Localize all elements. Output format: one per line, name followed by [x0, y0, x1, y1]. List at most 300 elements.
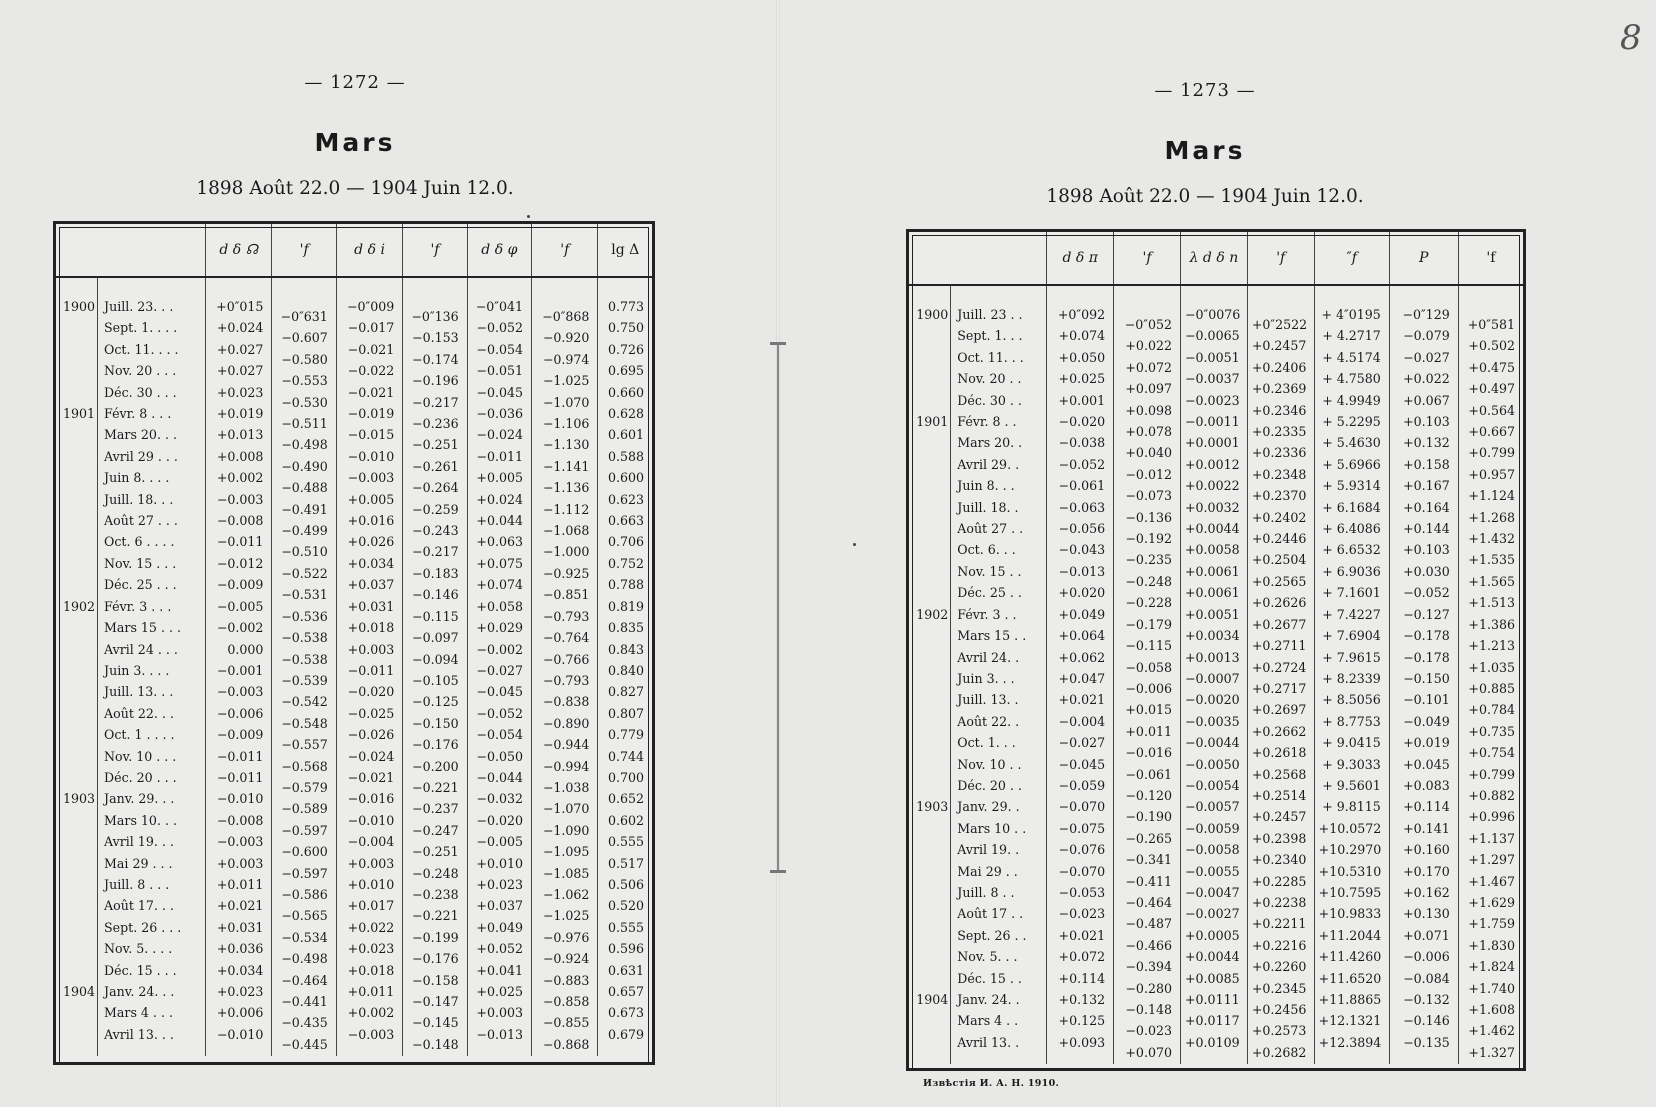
value-cell: +0.062 [1047, 647, 1114, 668]
interpolation-value: −0.176 [412, 737, 459, 753]
value-cell: −0.011 [336, 660, 402, 681]
table-row [909, 903, 1523, 924]
interpolation-value: +0.2211 [1251, 916, 1307, 932]
value-cell: +0.052 [467, 938, 531, 959]
year-cell [56, 446, 98, 467]
value-cell: −0.054 [467, 724, 531, 745]
value-cell: +0.093 [1047, 1032, 1114, 1064]
interpolation-value: +1.535 [1468, 552, 1515, 568]
year-cell [909, 368, 951, 389]
value-cell: −0.024 [467, 424, 531, 445]
value-cell: 0.673 [607, 1005, 644, 1021]
value-cell: +0.003 [206, 853, 272, 874]
value-cell: −0.005 [206, 596, 272, 617]
interpolation-value: −1.025 [542, 373, 590, 389]
value-cell: −0.045 [1047, 754, 1114, 775]
year-cell [909, 561, 951, 582]
value-cell [272, 446, 336, 474]
table-row [56, 810, 652, 831]
value-cell: +0.071 [1389, 925, 1458, 946]
value-cell: +0.049 [1047, 604, 1114, 625]
interpolation-value: −0.793 [542, 672, 590, 688]
interpolation-value: −0.597 [281, 822, 328, 838]
value-cell: + 6.1684 [1314, 497, 1389, 518]
value-cell [403, 981, 467, 1009]
value-cell: +0.058 [467, 596, 531, 617]
value-cell: −0.038 [1047, 432, 1114, 453]
year-cell: 1901 [56, 403, 98, 424]
value-cell [1458, 775, 1523, 803]
value-cell [1247, 903, 1314, 932]
value-cell [403, 553, 467, 581]
interpolation-value: −0.179 [1125, 616, 1172, 632]
value-cell [272, 938, 336, 967]
value-cell: +0.114 [1389, 796, 1458, 817]
interpolation-value: −0.539 [281, 672, 328, 688]
table-row [909, 839, 1523, 860]
value-cell [272, 746, 336, 774]
value-cell: 0.750 [607, 320, 644, 336]
value-cell: + 5.2295 [1314, 411, 1389, 432]
value-cell: +0.034 [336, 553, 402, 574]
value-cell [1114, 796, 1181, 825]
value-cell: −0.021 [336, 767, 402, 788]
value-cell: −0.050 [467, 746, 531, 767]
date-cell: Févr. 3 . . [951, 604, 1047, 625]
value-cell [1458, 518, 1523, 547]
table-row [909, 925, 1523, 946]
value-cell: +0.026 [336, 531, 402, 552]
pencil-mark: 8 [1620, 18, 1642, 58]
value-cell [532, 403, 598, 432]
table-row [56, 382, 652, 403]
year-cell [56, 1002, 98, 1023]
interpolation-value: −0.243 [412, 523, 459, 539]
table-row [909, 497, 1523, 518]
column-header: P [1389, 232, 1458, 285]
interpolation-value: −0.441 [281, 994, 328, 1009]
ephemeris-table-wrapper [53, 221, 655, 1065]
date-cell: Janv. 24. . [951, 989, 1047, 1010]
interpolation-value: +1.213 [1468, 638, 1515, 654]
value-cell: 0.779 [607, 727, 644, 743]
value-cell: +0.016 [336, 510, 402, 531]
date-cell: Févr. 8 . . . [98, 403, 206, 424]
interpolation-value: −0.490 [281, 458, 328, 474]
value-cell: −0.146 [1389, 1010, 1458, 1031]
value-cell: 0.555 [607, 834, 644, 850]
interpolation-value: −1.090 [542, 822, 590, 838]
value-cell [1114, 539, 1181, 568]
paper-speck [527, 215, 530, 218]
year-cell [56, 382, 98, 403]
date-cell: Févr. 8 . . [951, 411, 1047, 432]
year-cell [909, 475, 951, 496]
value-cell: +0.018 [336, 617, 402, 638]
year-cell [56, 489, 98, 510]
value-cell [272, 317, 336, 346]
value-cell [1458, 625, 1523, 654]
value-cell: −0.021 [336, 382, 402, 403]
value-cell: −0.0037 [1180, 368, 1247, 389]
year-cell: 1903 [909, 796, 951, 817]
value-cell: −0.045 [467, 681, 531, 702]
year-cell [909, 454, 951, 475]
value-cell [1458, 647, 1523, 675]
interpolation-value: −1.112 [542, 501, 590, 517]
table-row [56, 531, 652, 552]
value-cell: −0.011 [467, 446, 531, 467]
value-cell [1114, 604, 1181, 632]
value-cell: +10.7595 [1314, 882, 1389, 903]
value-cell [272, 467, 336, 496]
year-cell [909, 689, 951, 710]
value-cell [532, 681, 598, 710]
value-cell [1458, 454, 1523, 482]
interpolation-value: −0.058 [1125, 659, 1172, 675]
value-cell [272, 1024, 336, 1056]
interpolation-value: −0.228 [1125, 595, 1172, 611]
value-cell [272, 681, 336, 710]
column-header: d δ i [336, 224, 402, 277]
interpolation-value: −0.115 [1125, 638, 1172, 654]
value-cell: 0.506 [607, 876, 644, 892]
value-cell [272, 360, 336, 389]
interpolation-value: −0.148 [412, 1036, 459, 1052]
date-cell: Oct. 1. . . [951, 732, 1047, 753]
year-cell [909, 1010, 951, 1031]
value-cell: +0.0044 [1180, 946, 1247, 967]
date-cell: Mars 20. . . [98, 424, 206, 445]
value-cell [1247, 432, 1314, 461]
interpolation-value: −1.130 [542, 437, 590, 453]
interpolation-value: +0.2340 [1251, 852, 1307, 868]
value-cell: +0.0061 [1180, 582, 1247, 603]
value-cell [1114, 968, 1181, 996]
value-cell: +0.034 [206, 960, 272, 981]
value-cell: +0.010 [467, 853, 531, 874]
value-cell [1247, 325, 1314, 354]
table-row [909, 882, 1523, 903]
year-cell [909, 497, 951, 518]
value-cell: −0.052 [467, 317, 531, 338]
table-row [56, 639, 652, 660]
value-cell [1247, 925, 1314, 953]
value-cell [532, 917, 598, 945]
value-cell: +0.010 [336, 874, 402, 895]
value-cell [1247, 989, 1314, 1017]
value-cell: +0.130 [1389, 903, 1458, 924]
value-cell [272, 639, 336, 667]
table-row [909, 390, 1523, 411]
table-row [56, 831, 652, 852]
value-cell [532, 317, 598, 346]
date-cell: Oct. 11. . . [951, 347, 1047, 368]
interpolation-value: −0.247 [412, 822, 459, 838]
value-cell: −0.012 [206, 553, 272, 574]
value-cell: −0.0007 [1180, 668, 1247, 689]
value-cell: −0.063 [1047, 497, 1114, 518]
interpolation-value: −0.542 [281, 694, 328, 710]
value-cell [272, 277, 336, 324]
value-cell: −0.0065 [1180, 325, 1247, 346]
interpolation-value: +1.513 [1468, 595, 1515, 611]
interpolation-value: +0.2406 [1251, 359, 1307, 375]
date-cell: Août 22. . [951, 711, 1047, 732]
value-cell [532, 1024, 598, 1056]
table-row [56, 1002, 652, 1023]
value-cell: +0.023 [336, 938, 402, 959]
value-cell [403, 853, 467, 881]
date-cell: Juill. 8 . . . [98, 874, 206, 895]
value-cell: 0.000 [206, 639, 272, 660]
value-cell: +0.030 [1389, 561, 1458, 582]
interpolation-value: −0.536 [281, 608, 328, 624]
value-cell: 0.555 [607, 919, 644, 935]
table-header-row [909, 232, 1523, 285]
date-cell: Mai 29 . . . [98, 853, 206, 874]
value-cell: −0″009 [336, 277, 402, 317]
value-cell [1114, 903, 1181, 932]
value-cell: + 7.1601 [1314, 582, 1389, 603]
interpolation-value: −0.394 [1125, 959, 1172, 975]
value-cell: 0.752 [607, 555, 644, 571]
value-cell [403, 895, 467, 924]
table-row [909, 689, 1523, 710]
value-cell: +0.027 [206, 339, 272, 360]
interpolation-value: −0.600 [281, 844, 328, 860]
table-row [909, 604, 1523, 625]
value-cell [1247, 946, 1314, 975]
year-cell: 1902 [56, 596, 98, 617]
value-cell: 0.623 [607, 491, 644, 507]
interpolation-value: +0.2504 [1251, 552, 1307, 568]
interpolation-value: +0.2336 [1251, 445, 1307, 461]
value-cell: + 9.5601 [1314, 775, 1389, 796]
value-cell: +0.013 [206, 424, 272, 445]
value-cell: +0.003 [336, 853, 402, 874]
value-cell: +0.162 [1389, 882, 1458, 903]
interpolation-value: −0.499 [281, 523, 328, 539]
value-cell [403, 703, 467, 731]
interpolation-value: +0.2697 [1251, 702, 1307, 718]
value-cell [1247, 285, 1314, 332]
value-cell: 0.596 [607, 941, 644, 957]
date-cell: Oct. 11. . . . [98, 339, 206, 360]
value-cell: +0.027 [206, 360, 272, 381]
column-header: 'f [1247, 232, 1314, 285]
table-row [909, 754, 1523, 775]
table-row [909, 861, 1523, 882]
value-cell [1458, 539, 1523, 568]
date-cell: Oct. 6. . . [951, 539, 1047, 560]
value-cell: +0.158 [1389, 454, 1458, 475]
year-cell [56, 767, 98, 788]
value-cell: −0.002 [206, 617, 272, 638]
interpolation-value: −1.025 [542, 908, 590, 924]
value-cell [1247, 1010, 1314, 1039]
interpolation-value: −0.153 [412, 330, 459, 346]
value-cell [532, 874, 598, 902]
date-cell: Nov. 15 . . . [98, 553, 206, 574]
value-cell: −0.026 [336, 724, 402, 745]
value-cell: +0.023 [206, 981, 272, 1002]
interpolation-value: −0.097 [412, 630, 459, 646]
page-number: — 1272 — [304, 72, 406, 93]
interpolation-value: +0.040 [1125, 445, 1172, 461]
table-row [56, 574, 652, 595]
value-cell: +0.023 [467, 874, 531, 895]
value-cell [1247, 775, 1314, 803]
value-cell: 0.657 [607, 984, 644, 999]
date-cell: Mars 10 . . [951, 818, 1047, 839]
interpolation-value: +1.462 [1468, 1023, 1515, 1039]
interpolation-value: −0.094 [412, 651, 459, 667]
value-cell: +0.0051 [1180, 604, 1247, 625]
paper-speck [853, 543, 856, 546]
value-cell: −0.0059 [1180, 818, 1247, 839]
value-cell: −0.0050 [1180, 754, 1247, 775]
value-cell [1247, 754, 1314, 782]
year-cell [56, 617, 98, 638]
value-cell [272, 660, 336, 688]
date-cell: Sept. 26 . . [951, 925, 1047, 946]
interpolation-value: +1.386 [1468, 616, 1515, 632]
column-header: d δ ☊ [206, 224, 272, 277]
table-row [56, 681, 652, 702]
value-cell [1458, 1010, 1523, 1039]
table-row [909, 818, 1523, 839]
value-cell [1114, 818, 1181, 846]
value-cell: −0.020 [336, 681, 402, 702]
value-cell: +0.164 [1389, 497, 1458, 518]
value-cell: −0.011 [206, 767, 272, 788]
value-cell [1247, 732, 1314, 761]
year-cell [56, 553, 98, 574]
value-cell: −0.061 [1047, 475, 1114, 496]
table-row [909, 411, 1523, 432]
year-cell [909, 1032, 951, 1064]
value-cell: +0.021 [206, 895, 272, 916]
value-cell [1247, 539, 1314, 568]
value-cell: + 5.6966 [1314, 454, 1389, 475]
table-row [56, 339, 652, 360]
value-cell [403, 403, 467, 432]
table-row [909, 518, 1523, 539]
year-cell: 1904 [56, 981, 98, 1002]
year-cell [56, 938, 98, 959]
table-row [909, 989, 1523, 1010]
value-cell: + 4.7580 [1314, 368, 1389, 389]
year-cell [909, 882, 951, 903]
date-cell: Août 17 . . [951, 903, 1047, 924]
interpolation-value: −1.000 [542, 544, 590, 560]
date-cell: Janv. 24. . . [98, 981, 206, 1002]
value-cell: +0.036 [206, 938, 272, 959]
table-row [909, 582, 1523, 603]
value-cell [532, 724, 598, 753]
interpolation-value: −0.557 [281, 737, 328, 753]
value-cell [1247, 475, 1314, 504]
period-subtitle: 1898 Août 22.0 — 1904 Juin 12.0. [196, 178, 514, 199]
interpolation-value: −0.200 [412, 758, 459, 774]
value-cell: + 9.3033 [1314, 754, 1389, 775]
value-cell [532, 938, 598, 967]
interpolation-value: −0.531 [281, 587, 328, 603]
value-cell: −0.025 [336, 703, 402, 724]
value-cell [1114, 454, 1181, 482]
value-cell [532, 382, 598, 410]
year-cell [909, 582, 951, 603]
interpolation-value: +1.824 [1468, 959, 1515, 975]
table-row [909, 668, 1523, 689]
year-cell [56, 831, 98, 852]
date-cell: Avril 13. . . [98, 1024, 206, 1056]
value-cell: −0.076 [1047, 839, 1114, 860]
table-row [909, 968, 1523, 989]
interpolation-value: +0″581 [1467, 317, 1515, 332]
interpolation-value: −0.411 [1125, 873, 1172, 889]
interpolation-value: −1.136 [542, 480, 590, 496]
value-cell: + 7.4227 [1314, 604, 1389, 625]
value-cell [403, 531, 467, 560]
value-cell [532, 981, 598, 1009]
table-row [909, 475, 1523, 496]
interpolation-value: +0.502 [1468, 338, 1515, 354]
value-cell [1458, 732, 1523, 761]
value-cell: +12.1321 [1314, 1010, 1389, 1031]
value-cell: −0.052 [467, 703, 531, 724]
value-cell [403, 660, 467, 688]
interpolation-value: −0.192 [1125, 531, 1172, 547]
value-cell: +11.8865 [1314, 989, 1389, 1010]
column-header-date [909, 232, 1047, 285]
table-row [909, 1010, 1523, 1031]
interpolation-value: +1.432 [1468, 531, 1515, 547]
interpolation-value: −0.248 [412, 865, 459, 881]
value-cell [403, 874, 467, 902]
value-cell: +11.2044 [1314, 925, 1389, 946]
interpolation-value: −0.196 [412, 373, 459, 389]
value-cell [1114, 497, 1181, 525]
interpolation-value: −0.548 [281, 715, 328, 731]
interpolation-value: −0.148 [1125, 1002, 1172, 1017]
interpolation-value: −0.855 [542, 1015, 590, 1031]
table-row [909, 368, 1523, 389]
interpolation-value: −0.580 [281, 351, 328, 367]
value-cell [272, 895, 336, 924]
year-cell [909, 861, 951, 882]
interpolation-value: −0.261 [412, 458, 459, 474]
interpolation-value: +0.2335 [1251, 424, 1307, 440]
value-cell: −0.027 [1047, 732, 1114, 753]
value-cell [1247, 882, 1314, 910]
value-cell [1458, 839, 1523, 868]
value-cell: −0.044 [467, 767, 531, 788]
interpolation-value: +1.124 [1468, 488, 1515, 504]
year-cell [56, 317, 98, 338]
value-cell [1114, 989, 1181, 1017]
interpolation-value: +0.2618 [1251, 745, 1307, 761]
date-cell: Juill. 18. . . [98, 489, 206, 510]
value-cell [1458, 946, 1523, 975]
value-cell: −0.135 [1389, 1032, 1458, 1064]
value-cell [403, 681, 467, 710]
value-cell: −0.043 [1047, 539, 1114, 560]
interpolation-value: +0.2456 [1251, 1002, 1307, 1017]
value-cell [1114, 1010, 1181, 1039]
value-cell: 0.819 [607, 598, 644, 614]
